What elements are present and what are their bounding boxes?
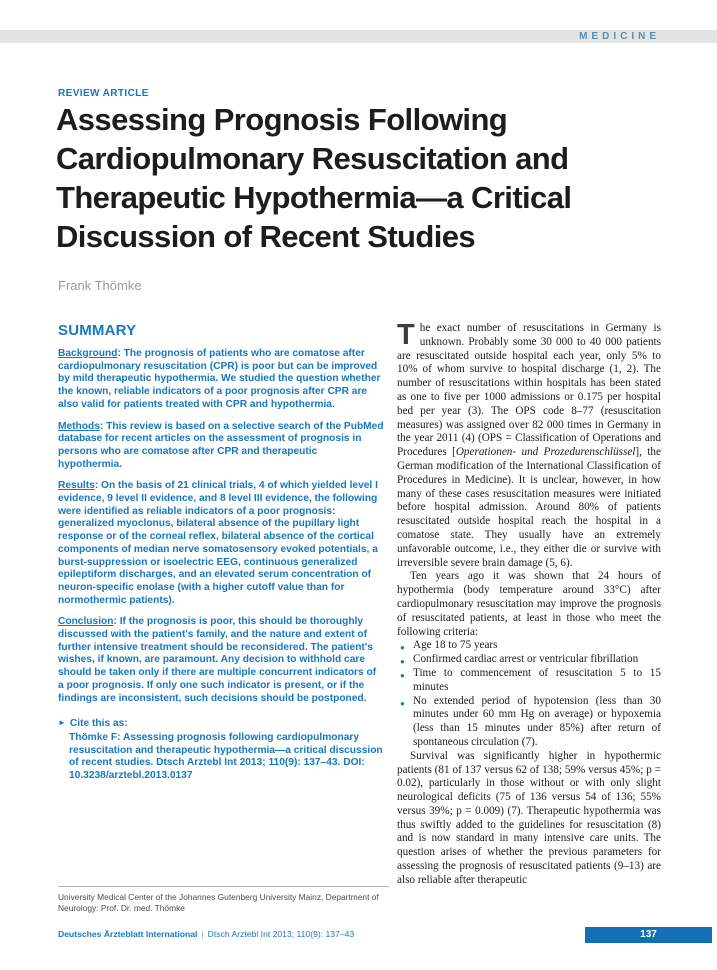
- article-kicker: REVIEW ARTICLE: [58, 88, 149, 99]
- body-column: [397, 319, 661, 888]
- footer-issue-citation: Dtsch Arztebl Int 2013; 110(9): 137–43: [207, 929, 355, 939]
- masthead-section-label: MEDICINE: [579, 31, 660, 42]
- summary-background-text: The prognosis of patients who are comatose after cardiopulmonary resuscitation (CPR) is poor but can be improved by mild therapeutic hypothermia. We studied the question whether the known, reliable indicators of a poor prognosis after CPR are also valid for patients treated with CPR and hypothermia.: [58, 348, 381, 410]
- page-title: Assessing Prognosis Following Cardiopulmonary Resuscitation and Therapeutic Hypothermia—a Critical Discussion of Recent Studies: [56, 102, 572, 254]
- summary-results: Results: On the basis of 21 clinical trials, 4 of which yielded level I evidence, 9 level II evidence, and 8 level III evidence, the following were identified as reliable indicators of a poor prognosis: generalized myoclonus, bilateral absence of the pupillary light response or of the corneal reflex, bilateral absence of the cortical components of median nerve somatosensory evoked potentials, a burst-suppression or isoelectric EEG, continuous generalized epileptiform discharges, and an elevated serum concentration of neuron-specific enolase (with a higher cutoff value than for normothermic patients).: [58, 480, 378, 606]
- page-number-badge: 137: [585, 927, 712, 943]
- body-paragraph-1-text: he exact number of resuscitations in Germany is unknown. Probably some 30 000 to 40 000 patients are resuscitated outside hospital each year, only 5% to 10% of whom survive to hospital discharge (1, 2). The number of resuscitations within hospitals has been stated as one to five per 1000 admissions or 0.175 per hospital bed per year (3). The OPS code 8–77 (resuscitation measures) was assigned over 82 000 times in Germany in the year 2011 (4) (OPS = Classification of Operations and Procedures [: [397, 322, 661, 459]
- criteria-item-hypotension: ● No extended period of hypotension (less than 30 minutes under 60 mm Hg on average) or hypoxemia (less than 15 minutes under 85%) after return of spontaneous circulation (7).: [413, 695, 661, 750]
- cite-arrow-icon: ►: [58, 718, 66, 728]
- cite-label: Cite this as:: [69, 718, 128, 730]
- summary-results-text: On the basis of 21 clinical trials, 4 of which yielded level I evidence, 9 level II evidence, and 8 level III evidence, the following were identified as reliable indicators of a poor prognosis: generalized myoclonus, bilateral absence of the pupillary light response or of the corneal reflex, bilateral absence of the cortical components of median nerve somatosensory evoked potentials, a burst-suppression or isoelectric EEG, continuous generalized epileptiform discharges, and an elevated serum concentration of neuron-specific enolase (with a higher cutoff value than for normothermic patients).: [58, 480, 378, 606]
- body-paragraph-2: Ten years ago it was shown that 24 hours of hypothermia (body temperature around 33°C) after cardiopulmonary resuscitation may improve the prognosis of resuscitated patients, at least in those who meet the following criteria:: [397, 570, 661, 638]
- criteria-item-time: ● Time to commencement of resuscitation 5 to 15 minutes: [413, 667, 661, 695]
- summary-methods-label: Methods: [58, 420, 100, 432]
- summary-methods: Methods: This review is based on a selective search of the PubMed database for recent articles on the assessment of prognosis in persons who are comatose after CPR and therapeutic hypothermia.: [58, 420, 384, 470]
- summary-column: [58, 322, 384, 888]
- body-paragraph-1-italic: Operationen- und Prozedurenschlüssel: [455, 446, 636, 459]
- cite-text: Thömke F: Assessing prognosis following cardiopulmonary resuscitation and therapeutic hypothermia—a critical discussion of recent studies. Dtsch Arztebl Int 2013; 110(9): 137–43. DOI: 10.3238/arztebl.2013.0137: [69, 731, 383, 782]
- body-paragraph-3: Survival was significantly higher in hypothermic patients (81 of 137 versus 62 of 138; 59% versus 45%; p = 0.02), particularly in those without or with only slight neurological deficits (75 of 136 versus 54 of 136; 55% versus 39%; p = 0.009) (7). Therapeutic hypothermia was thus swiftly added to the guidelines for resuscitation (8) and is now standard in many intensive care units. The question arises of whether the previous parameters for assessing the prognosis of resuscitated patients (9–13) are also reliable after therapeutic: [397, 749, 661, 886]
- summary-background-label: Background: [58, 348, 118, 359]
- summary-conclusion-text: If the prognosis is poor, this should be thoroughly discussed with the patient's family, and the nature and extent of further intensive treatment should be reconsidered. The patient's wishes, if known, are paramount. Any decision to withhold care should be taken only if there are multiple concurrent indicators of a poor prognosis. If only one such indicator is present, or if the findings are inconsistent, such decisions should be postponed.: [58, 616, 377, 704]
- footer-citation: [58, 929, 354, 939]
- summary-background: Background: The prognosis of patients who are comatose after cardiopulmonary resuscitation (CPR) is poor but can be improved by mild therapeutic hypothermia. We studied the question whether the known, reliable indicators of a poor prognosis after CPR are also valid for patients treated with CPR and hypothermia.: [58, 348, 381, 410]
- summary-results-label: Results: [58, 480, 95, 492]
- affiliation-divider: [58, 886, 389, 887]
- body-paragraph-1: [397, 319, 661, 570]
- summary-conclusion: Conclusion: If the prognosis is poor, this should be thoroughly discussed with the patient's family, and the nature and extent of further intensive treatment should be reconsidered. The patient's wishes, if known, are paramount. Any decision to withhold care should be taken only if there are multiple concurrent indicators of a poor prognosis. If only one such indicator is present, or if the findings are inconsistent, such decisions should be postponed.: [58, 616, 377, 704]
- body-paragraph-1-rest: ], the German modification of the International Classification of Procedures in Medicine). It is unclear, however, in how many of these cases resuscitation measures were initiated before hospital admission. Around 80% of patients resuscitated outside hospital reach the hospital in a comatose state. They usually have an extremely unfavorable outcome, i.e., they either die or survive with irreversible severe brain damage (5, 6).: [397, 446, 661, 569]
- summary-heading: SUMMARY: [58, 322, 137, 339]
- masthead-bar: [0, 30, 717, 43]
- dropcap-letter: T: [397, 319, 415, 351]
- author-name: Frank Thömke: [58, 278, 142, 293]
- cite-block: [58, 718, 384, 783]
- summary-methods-text: This review is based on a selective search of the PubMed database for recent articles on the assessment of prognosis in persons who are comatose after CPR and therapeutic hypothermia.: [58, 420, 384, 470]
- affiliation-note: University Medical Center of the Johannes Gutenberg University Mainz, Department of Neurology: Prof. Dr. med. Thömke: [58, 892, 379, 913]
- cite-heading: [58, 718, 384, 731]
- footer-separator: |: [201, 929, 204, 939]
- footer-journal-name: Deutsches Ärzteblatt International: [58, 929, 198, 939]
- criteria-item-age: ● Age 18 to 75 years: [413, 639, 661, 653]
- two-column-layout: [58, 319, 661, 888]
- summary-conclusion-label: Conclusion: [58, 616, 114, 628]
- criteria-item-arrest: ● Confirmed cardiac arrest or ventricular fibrillation: [413, 653, 661, 667]
- criteria-list: [397, 639, 661, 749]
